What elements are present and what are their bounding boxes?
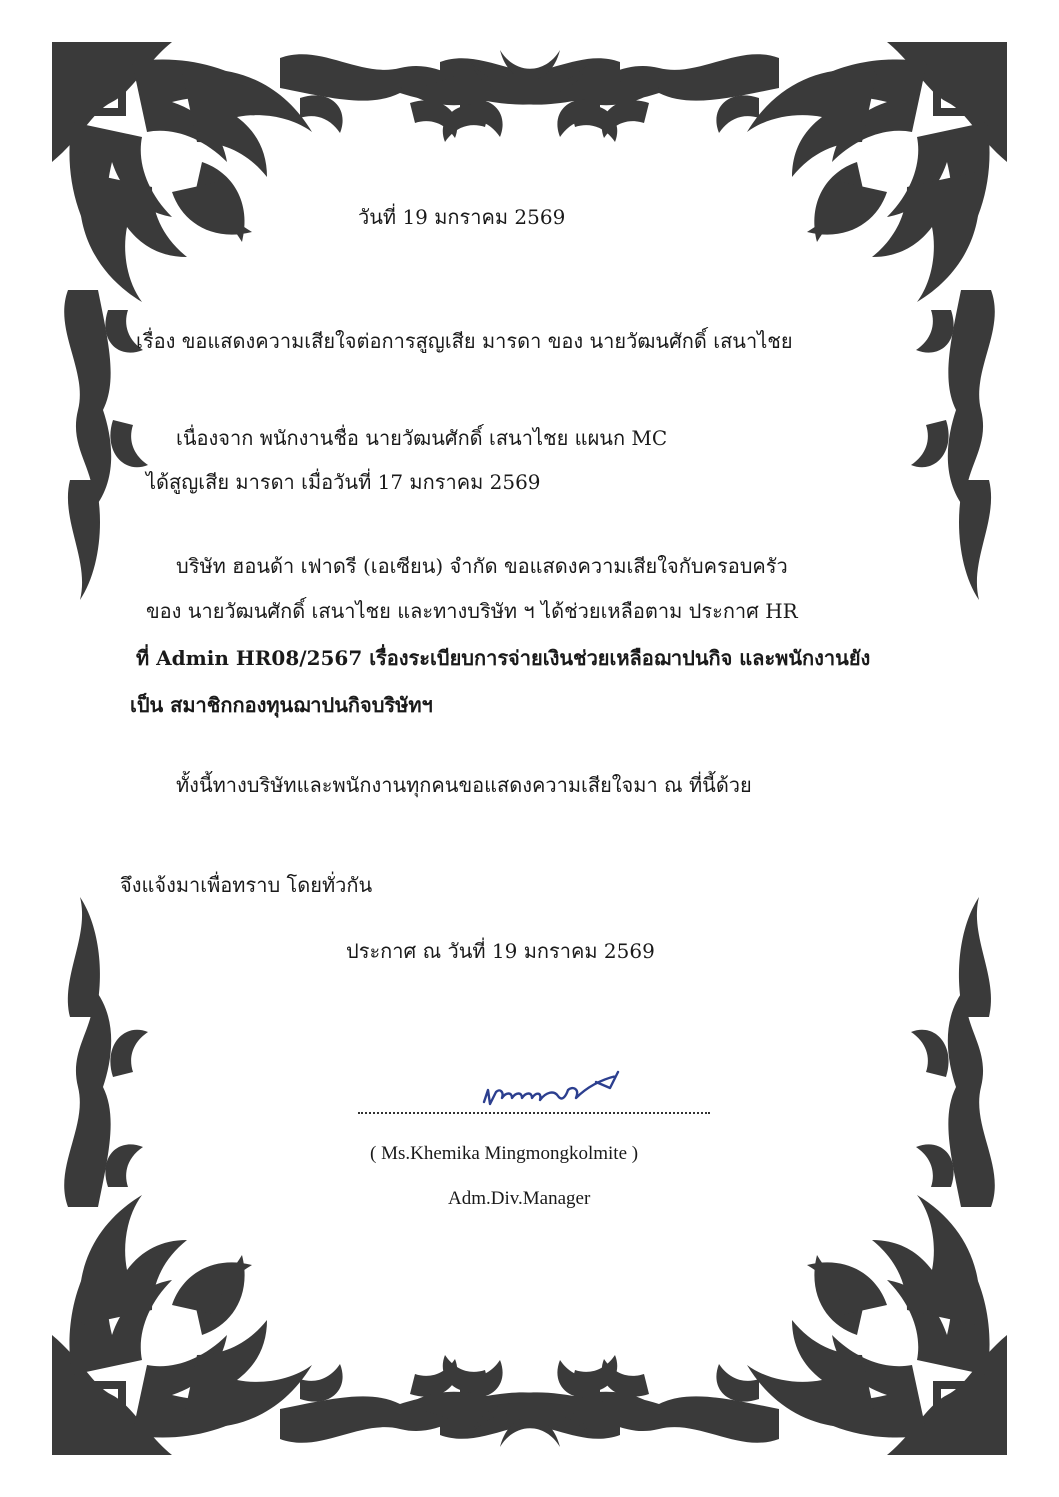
paragraph-1-line-2: ได้สูญเสีย มารดา เมื่อวันที่ 17 มกราคม 2569 xyxy=(146,470,541,494)
paragraph-1-line-1: เนื่องจาก พนักงานชื่อ นายวัฒนศักดิ์ เสนาไชย แผนก MC xyxy=(176,426,668,450)
date-line: วันที่ 19 มกราคม 2569 xyxy=(358,205,566,229)
subject-line: เรื่อง ขอแสดงความเสียใจต่อการสูญเสีย มารดา ของ นายวัฒนศักดิ์ เสนาไชย xyxy=(136,329,793,353)
signature-line xyxy=(358,1098,710,1114)
closing-line: จึงแจ้งมาเพื่อทราบ โดยทั่วกัน xyxy=(120,873,373,897)
paragraph-2-line-2: ของ นายวัฒนศักดิ์ เสนาไชย และทางบริษัท ฯ ได้ช่วยเหลือตาม ประกาศ HR xyxy=(146,599,798,623)
paragraph-2-line-3: ที่ Admin HR08/2567 เรื่องระเบียบการจ่ายเงินช่วยเหลือฌาปนกิจ และพนักงานยัง xyxy=(136,646,871,670)
paragraph-2-line-1: บริษัท ฮอนด้า เฟาดรี (เอเซียน) จำกัด ขอแสดงความเสียใจกับครอบครัว xyxy=(176,554,788,578)
signer-name: ( Ms.Khemika Mingmongkolmite ) xyxy=(370,1143,639,1164)
paragraph-2-line-4: เป็น สมาชิกกองทุนฌาปนกิจบริษัทฯ xyxy=(130,693,433,717)
signer-title: Adm.Div.Manager xyxy=(448,1188,591,1209)
paragraph-3: ทั้งนี้ทางบริษัทและพนักงานทุกคนขอแสดงความเสียใจมา ณ ที่นี้ด้วย xyxy=(176,773,752,797)
announce-date: ประกาศ ณ วันที่ 19 มกราคม 2569 xyxy=(346,939,655,963)
